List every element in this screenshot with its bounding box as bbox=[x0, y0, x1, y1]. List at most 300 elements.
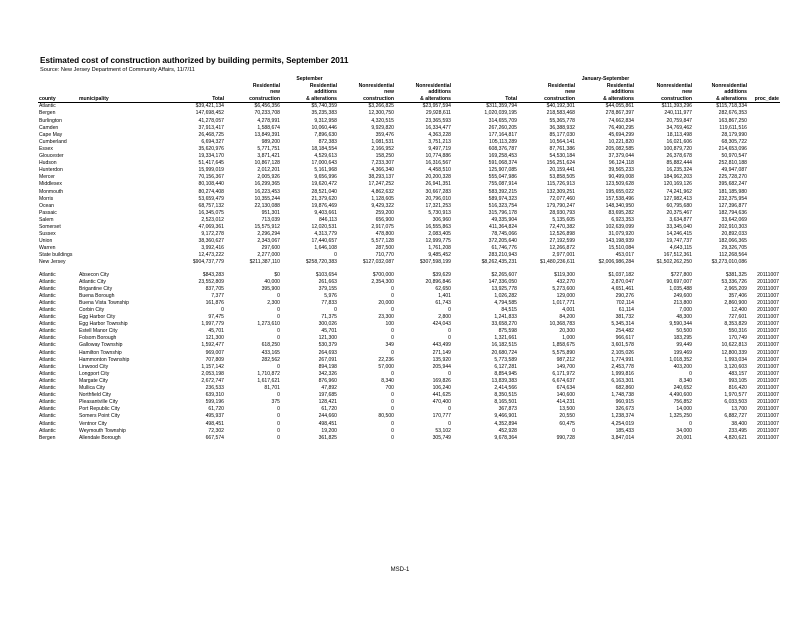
table-cell: 16,334,477 bbox=[425, 124, 451, 131]
table-cell: 5,135,605 bbox=[552, 216, 575, 223]
table-cell: 589,974,323 bbox=[488, 195, 517, 202]
table-cell: 6,882,727 bbox=[724, 413, 747, 420]
table-cell: 4,794,585 bbox=[494, 299, 517, 306]
table-cell: 23,300 bbox=[378, 314, 394, 321]
table-cell bbox=[78, 259, 168, 266]
table-cell: 478,800 bbox=[375, 231, 394, 238]
municipality-row bbox=[38, 371, 780, 378]
column-header bbox=[38, 89, 78, 96]
table-cell: Atlantic bbox=[39, 370, 56, 377]
table-cell: 498,451 bbox=[318, 420, 337, 427]
table-cell: 132,309,251 bbox=[546, 188, 575, 195]
header-row bbox=[38, 74, 780, 83]
column-header: Total bbox=[452, 96, 518, 103]
source-note: Source: New Jersey Department of Community Affairs, 11/7/11 bbox=[40, 67, 195, 73]
municipality-row bbox=[38, 321, 780, 328]
table-cell: 213,800 bbox=[673, 299, 692, 306]
table-cell: 1,026,282 bbox=[494, 292, 517, 299]
table-cell bbox=[78, 196, 168, 203]
table-cell: 96,124,118 bbox=[608, 160, 634, 167]
table-cell: Burlington bbox=[39, 117, 62, 124]
table-cell: 960,915 bbox=[615, 399, 634, 406]
table-cell: 5,161,968 bbox=[314, 167, 337, 174]
column-header bbox=[168, 83, 225, 90]
table-cell: Buena Borough bbox=[79, 292, 115, 299]
table-cell: 1,592,477 bbox=[201, 342, 224, 349]
table-cell: Longport City bbox=[79, 370, 110, 377]
table-cell: 33,658,270 bbox=[491, 321, 517, 328]
table-cell bbox=[78, 210, 168, 217]
table-cell: 2,917,075 bbox=[371, 223, 394, 230]
table-cell: Union bbox=[39, 238, 53, 245]
table-cell: 414,231 bbox=[556, 399, 575, 406]
table-cell: 8,340 bbox=[679, 377, 692, 384]
table-cell: 6,694,327 bbox=[201, 138, 224, 145]
table-cell: 169,258,453 bbox=[488, 153, 517, 160]
table-cell: 72,302 bbox=[208, 427, 224, 434]
table-cell: 639,310 bbox=[205, 392, 224, 399]
table-cell: 18,113,498 bbox=[666, 131, 692, 138]
table-cell: 13,925,778 bbox=[491, 285, 517, 292]
municipality-row bbox=[38, 378, 780, 385]
column-header: additions bbox=[724, 89, 747, 96]
table-cell: 1,325,250 bbox=[669, 413, 692, 420]
table-cell: $39,629 bbox=[432, 271, 451, 278]
table-cell: 19,620,472 bbox=[311, 181, 337, 188]
table-cell: Camden bbox=[39, 124, 59, 131]
table-cell: 61,720 bbox=[321, 406, 337, 413]
municipality-row bbox=[38, 399, 780, 406]
table-cell: 12,473,222 bbox=[198, 252, 224, 259]
table-cell bbox=[748, 196, 780, 203]
table-cell: 342,326 bbox=[318, 370, 337, 377]
table-cell: 20,550 bbox=[559, 413, 575, 420]
table-cell: 26,378,678 bbox=[666, 153, 692, 160]
table-cell: 550,316 bbox=[728, 328, 747, 335]
table-cell: 0 bbox=[448, 328, 451, 335]
table-cell: Atlantic bbox=[39, 427, 56, 434]
table-cell: 14,000 bbox=[676, 406, 692, 413]
table-cell: 20111007 bbox=[757, 328, 779, 335]
table-cell: 218,583,468 bbox=[546, 110, 575, 117]
table-cell: 1,774,991 bbox=[611, 356, 634, 363]
table-cell: 713,039 bbox=[261, 216, 280, 223]
table-cell: Egg Harbor City bbox=[79, 314, 116, 321]
table-cell: 28,930,793 bbox=[549, 209, 575, 216]
table-cell: 74,241,962 bbox=[666, 188, 692, 195]
table-cell: 20111007 bbox=[757, 307, 779, 313]
table-cell: 453,017 bbox=[615, 252, 634, 259]
table-cell: 969,007 bbox=[205, 349, 224, 356]
county-row bbox=[38, 125, 780, 132]
table-cell: 167,512,361 bbox=[663, 252, 692, 259]
table-cell: 4,352,894 bbox=[494, 420, 517, 427]
table-cell: 8,165,501 bbox=[494, 399, 517, 406]
table-cell: 20111007 bbox=[757, 434, 779, 441]
table-cell: 0 bbox=[277, 434, 280, 441]
table-cell: 74,662,834 bbox=[608, 117, 634, 124]
county-row bbox=[38, 174, 780, 181]
table-cell: 40,000 bbox=[264, 278, 280, 285]
table-cell bbox=[78, 167, 168, 174]
table-cell: 1,238,374 bbox=[611, 413, 634, 420]
county-row bbox=[38, 132, 780, 139]
table-cell: 23,365,593 bbox=[425, 117, 451, 124]
table-cell: 372,205,640 bbox=[488, 238, 517, 245]
table-cell: Folsom Borough bbox=[79, 335, 117, 342]
table-cell: Ocean bbox=[39, 202, 55, 209]
table-cell: Hunterdon bbox=[39, 167, 63, 174]
table-cell: 50,970,547 bbox=[721, 153, 747, 160]
table-cell: 9,466,901 bbox=[494, 413, 517, 420]
table-cell: 4,254,019 bbox=[611, 420, 634, 427]
table-cell bbox=[78, 231, 168, 238]
table-cell: 837,705 bbox=[205, 285, 224, 292]
table-cell: 9,929,820 bbox=[371, 124, 394, 131]
table-cell: 10,355,244 bbox=[254, 195, 280, 202]
table-cell: 0 bbox=[221, 307, 224, 313]
table-cell: 8,854,945 bbox=[494, 370, 517, 377]
table-cell: 10,867,128 bbox=[254, 160, 280, 167]
table-cell: 41,278,057 bbox=[198, 117, 224, 124]
column-header: Residential bbox=[309, 82, 337, 89]
table-cell: 20111007 bbox=[757, 314, 779, 321]
table-cell: 1,018,352 bbox=[669, 356, 692, 363]
table-cell: Gloucester bbox=[39, 153, 64, 160]
table-cell: 68,757,132 bbox=[198, 202, 224, 209]
table-cell: 4,313,779 bbox=[314, 231, 337, 238]
table-cell: 1,157,142 bbox=[201, 363, 224, 370]
table-cell: 2,414,566 bbox=[494, 385, 517, 392]
table-cell: 45,701 bbox=[208, 328, 224, 335]
table-cell: $39,421,134 bbox=[195, 103, 224, 110]
table-cell: 4,278,991 bbox=[257, 117, 280, 124]
table-cell bbox=[748, 181, 780, 188]
table-cell: 34,000 bbox=[676, 427, 692, 434]
municipality-row bbox=[38, 413, 780, 420]
table-cell: 287,500 bbox=[375, 245, 394, 252]
table-cell: 51,417,645 bbox=[198, 160, 224, 167]
column-header: Nonresidential bbox=[656, 82, 692, 89]
table-cell: 674,634 bbox=[556, 385, 575, 392]
table-cell: 140,600 bbox=[556, 392, 575, 399]
table-cell: 170,749 bbox=[728, 335, 747, 342]
table-cell: 127,396,877 bbox=[718, 202, 747, 209]
table-cell: 0 bbox=[277, 363, 280, 370]
column-header: Nonresidential bbox=[358, 82, 394, 89]
table-cell: 271,149 bbox=[432, 349, 451, 356]
table-cell: $5,740,359 bbox=[311, 103, 337, 110]
table-cell: Atlantic City bbox=[79, 278, 106, 285]
table-cell: Port Republic City bbox=[79, 406, 120, 413]
header-row bbox=[38, 83, 780, 90]
table-cell: 608,376,787 bbox=[488, 145, 517, 152]
table-cell: 1,999,816 bbox=[611, 370, 634, 377]
table-cell: Middlesex bbox=[39, 181, 62, 188]
table-cell: 13,839,383 bbox=[491, 377, 517, 384]
table-cell bbox=[748, 231, 780, 238]
table-cell: 184,962,203 bbox=[663, 174, 692, 181]
table-cell: 2,166,952 bbox=[371, 145, 394, 152]
table-cell: Atlantic bbox=[39, 335, 56, 342]
table-cell: 20111007 bbox=[757, 356, 779, 363]
table-cell: 2,012,201 bbox=[257, 167, 280, 174]
table-cell: 83,695,282 bbox=[608, 209, 634, 216]
table-cell: 8,350,515 bbox=[494, 392, 517, 399]
table-cell: New Jersey bbox=[39, 259, 66, 266]
table-cell: 26,468,725 bbox=[198, 131, 224, 138]
table-cell: 357,406 bbox=[728, 292, 747, 299]
column-header: Nonresidential bbox=[415, 82, 451, 89]
column-header bbox=[225, 74, 281, 83]
table-cell: 0 bbox=[448, 406, 451, 413]
table-cell: $700,000 bbox=[372, 271, 394, 278]
column-header: new bbox=[565, 89, 575, 96]
table-cell: 2,005,926 bbox=[257, 174, 280, 181]
column-header: construction bbox=[635, 96, 693, 103]
table-cell: 530,379 bbox=[318, 342, 337, 349]
table-cell: 0 bbox=[391, 307, 394, 313]
table-cell: 4,651,461 bbox=[611, 285, 634, 292]
table-cell: 993,105 bbox=[728, 377, 747, 384]
table-cell: 106,240 bbox=[432, 385, 451, 392]
table-cell: Ventnor City bbox=[79, 420, 107, 427]
table-cell: 756,852 bbox=[673, 399, 692, 406]
table-cell: 20111007 bbox=[757, 278, 779, 285]
table-cell: $843,283 bbox=[202, 271, 224, 278]
table-cell: 20111007 bbox=[757, 399, 779, 406]
table-cell: 4,363,228 bbox=[428, 131, 451, 138]
table-cell bbox=[748, 252, 780, 259]
table-cell: 0 bbox=[277, 314, 280, 321]
table-cell: 57,000 bbox=[378, 363, 394, 370]
table-cell: 249,600 bbox=[673, 292, 692, 299]
table-cell: $8,262,435,231 bbox=[481, 259, 517, 266]
table-cell: 20111007 bbox=[757, 335, 779, 342]
table-cell: 443,499 bbox=[432, 342, 451, 349]
table-cell: 4,490,600 bbox=[669, 392, 692, 399]
municipality-row bbox=[38, 406, 780, 413]
table-cell: 205,944 bbox=[432, 363, 451, 370]
table-cell: 846,113 bbox=[318, 216, 337, 223]
table-cell: 71,375 bbox=[321, 314, 337, 321]
table-cell: 135,920 bbox=[432, 356, 451, 363]
table-cell: 9,485,452 bbox=[428, 252, 451, 259]
table-cell: 872,383 bbox=[318, 138, 337, 145]
table-cell: Weymouth Township bbox=[79, 427, 126, 434]
table-cell: Atlantic bbox=[39, 299, 56, 306]
table-cell: $2,265,607 bbox=[491, 271, 517, 278]
table-cell: 5,575,890 bbox=[552, 349, 575, 356]
table-cell: 240,111,977 bbox=[664, 110, 692, 117]
table-cell bbox=[78, 238, 168, 245]
table-cell: 182,794,636 bbox=[718, 209, 747, 216]
table-cell: Atlantic bbox=[39, 420, 56, 427]
column-header: & alterations bbox=[281, 96, 338, 103]
column-header bbox=[452, 89, 518, 96]
table-cell: 195,655,022 bbox=[605, 188, 634, 195]
table-cell: 20111007 bbox=[757, 292, 779, 299]
table-cell: 314,655,709 bbox=[488, 117, 517, 124]
table-cell: Atlantic bbox=[39, 342, 56, 349]
table-cell bbox=[748, 167, 780, 174]
table-cell: 0 bbox=[334, 252, 337, 259]
table-cell: 12,300,750 bbox=[368, 110, 394, 117]
table-cell: 61,743 bbox=[435, 299, 451, 306]
table-cell: 5,345,314 bbox=[611, 321, 634, 328]
table-cell: Atlantic bbox=[39, 377, 56, 384]
table-cell bbox=[78, 139, 168, 146]
table-header bbox=[38, 74, 780, 103]
table-cell bbox=[748, 146, 780, 153]
table-cell: 0 bbox=[391, 335, 394, 342]
table-cell: 2,977,001 bbox=[552, 252, 575, 259]
table-cell: Hudson bbox=[39, 160, 57, 167]
table-cell: 17,247,252 bbox=[368, 181, 394, 188]
table-cell: 483,157 bbox=[728, 370, 747, 377]
table-cell: 1,646,108 bbox=[314, 245, 337, 252]
column-header bbox=[452, 74, 518, 83]
table-cell: 47,892 bbox=[321, 385, 337, 392]
table-cell: 5,273,600 bbox=[552, 285, 575, 292]
table-cell: 12,526,898 bbox=[549, 231, 575, 238]
column-header bbox=[518, 74, 576, 83]
table-cell: 37,379,044 bbox=[608, 153, 634, 160]
table-cell bbox=[78, 203, 168, 210]
table-cell: Essex bbox=[39, 145, 53, 152]
table-cell: 14,246,415 bbox=[666, 231, 692, 238]
table-cell: 264,693 bbox=[318, 349, 337, 356]
table-cell: $307,598,199 bbox=[419, 259, 451, 266]
table-cell: 4,320,515 bbox=[371, 117, 394, 124]
table-cell: 20111007 bbox=[757, 285, 779, 292]
table-cell: 583,392,215 bbox=[488, 188, 517, 195]
table-cell: $381,325 bbox=[725, 271, 747, 278]
table-cell: $40,192,301 bbox=[546, 103, 575, 110]
table-cell: Absecon City bbox=[79, 271, 110, 278]
table-cell: 278,867,397 bbox=[605, 110, 634, 117]
table-cell: Atlantic bbox=[39, 292, 56, 299]
table-cell: 0 bbox=[391, 349, 394, 356]
table-cell bbox=[748, 153, 780, 160]
table-cell: $127,032,087 bbox=[362, 259, 394, 266]
table-cell: 1,401 bbox=[438, 292, 451, 299]
table-cell: 6,923,353 bbox=[611, 216, 634, 223]
table-cell: 516,323,754 bbox=[488, 202, 517, 209]
table-cell bbox=[78, 146, 168, 153]
table-cell: $3,273,010,086 bbox=[711, 259, 747, 266]
table-cell: $1,502,262,250 bbox=[656, 259, 692, 266]
table-cell: 2,343,067 bbox=[257, 238, 280, 245]
table-cell: 4,643,115 bbox=[669, 245, 692, 252]
table-cell: 81,701 bbox=[264, 385, 280, 392]
table-cell bbox=[748, 125, 780, 132]
table-cell: 349 bbox=[385, 342, 394, 349]
table-cell: 894,198 bbox=[318, 363, 337, 370]
table-cell: 2,105,026 bbox=[611, 349, 634, 356]
table-cell: 470,400 bbox=[432, 399, 451, 406]
table-cell: 38,400 bbox=[731, 420, 747, 427]
table-cell: 710,770 bbox=[375, 252, 394, 259]
table-cell: 70,233,708 bbox=[254, 110, 280, 117]
table-cell: 252,810,188 bbox=[718, 160, 747, 167]
table-cell: Hamilton Township bbox=[79, 349, 122, 356]
table-cell: 0 bbox=[277, 420, 280, 427]
municipality-row bbox=[38, 314, 780, 321]
table-cell: 20111007 bbox=[757, 342, 779, 349]
table-cell: 53,659,479 bbox=[198, 195, 224, 202]
table-cell: 1,993,034 bbox=[724, 356, 747, 363]
table-cell: 54,530,184 bbox=[549, 153, 575, 160]
table-cell: 0 bbox=[689, 370, 692, 377]
table-cell: 9,590,344 bbox=[669, 321, 692, 328]
municipality-row bbox=[38, 279, 780, 286]
table-cell: 199,469 bbox=[673, 349, 692, 356]
column-header bbox=[78, 74, 168, 83]
table-cell: 12,999,775 bbox=[425, 238, 451, 245]
table-cell: 2,053,198 bbox=[201, 370, 224, 377]
table-cell: $1,037,182 bbox=[608, 271, 634, 278]
table-cell: Mullica City bbox=[79, 385, 106, 392]
table-cell: 112,268,564 bbox=[719, 252, 747, 259]
table-cell: 90,499,008 bbox=[608, 174, 634, 181]
municipality-row bbox=[38, 293, 780, 300]
table-cell: 4,862,632 bbox=[371, 188, 394, 195]
table-cell: Allendale Borough bbox=[79, 434, 121, 441]
table-cell: 143,198,939 bbox=[605, 238, 634, 245]
table-cell: 148,340,950 bbox=[605, 202, 634, 209]
table-cell: 20,892,033 bbox=[721, 231, 747, 238]
table-cell: 9,312,958 bbox=[314, 117, 337, 124]
table-cell: 197,685 bbox=[318, 392, 337, 399]
table-cell: 15,999,019 bbox=[198, 167, 224, 174]
table-cell bbox=[748, 210, 780, 217]
table-cell: 1,617,621 bbox=[257, 377, 280, 384]
column-header: Nonresidential bbox=[711, 82, 747, 89]
table-cell: 0 bbox=[277, 307, 280, 313]
table-cell: 452,928 bbox=[498, 427, 517, 434]
county-row bbox=[38, 259, 780, 266]
table-cell: 240,652 bbox=[673, 385, 692, 392]
column-header bbox=[748, 74, 780, 83]
table-cell: 84,200 bbox=[559, 314, 575, 321]
table-cell: 181,185,980 bbox=[718, 188, 747, 195]
table-cell: 1,020,039,195 bbox=[484, 110, 517, 117]
table-cell: 22,236 bbox=[378, 356, 394, 363]
table-cell: 987,212 bbox=[556, 356, 575, 363]
municipality-row bbox=[38, 335, 780, 342]
table-cell: 129,000 bbox=[556, 292, 575, 299]
table-cell: 555,047,986 bbox=[488, 174, 517, 181]
table-cell: 367,873 bbox=[498, 406, 517, 413]
table-cell: 3,120,603 bbox=[724, 363, 747, 370]
table-cell: 0 bbox=[391, 370, 394, 377]
table-cell bbox=[748, 238, 780, 245]
table-cell: 39,565,233 bbox=[608, 167, 634, 174]
table-cell: 18,184,554 bbox=[311, 145, 337, 152]
table-cell: $23,957,594 bbox=[422, 103, 451, 110]
table-cell: 441,625 bbox=[432, 392, 451, 399]
table-cell: $258,720,383 bbox=[305, 259, 337, 266]
table-cell: Linwood City bbox=[79, 363, 109, 370]
table-cell bbox=[748, 224, 780, 231]
table-cell: 72,470,382 bbox=[549, 223, 575, 230]
municipality-row bbox=[38, 364, 780, 371]
column-header: & alterations bbox=[576, 96, 635, 103]
column-header bbox=[78, 83, 168, 90]
table-cell: Atlantic bbox=[39, 307, 56, 313]
table-cell: 12,266,872 bbox=[549, 245, 575, 252]
